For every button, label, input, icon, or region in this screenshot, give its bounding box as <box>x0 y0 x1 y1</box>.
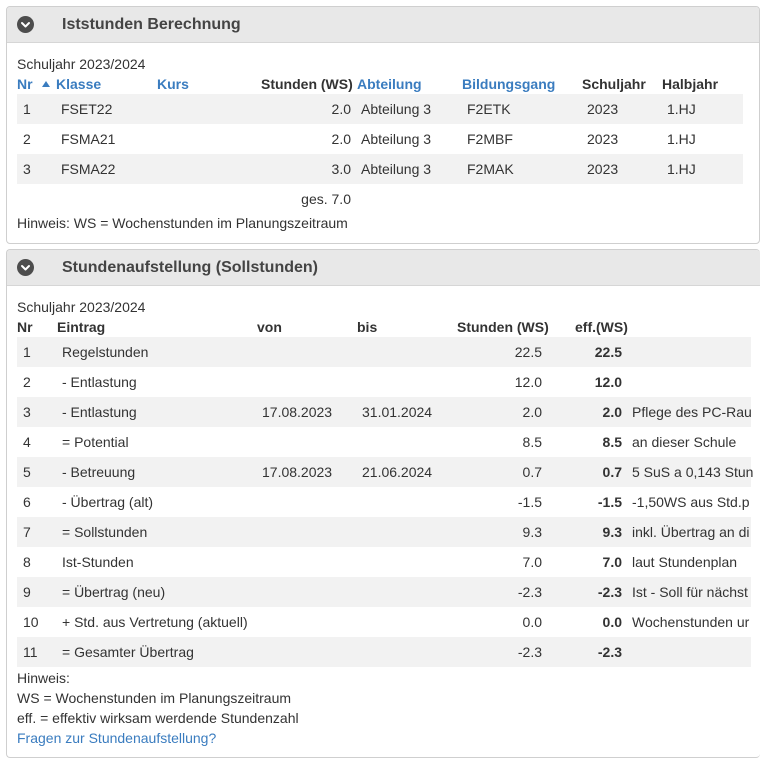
cell-schuljahr: 2023 <box>587 161 619 177</box>
iststunden-panel-header[interactable] <box>7 7 759 43</box>
cell-schuljahr: 2023 <box>587 131 619 147</box>
cell-halbjahr: 1.HJ <box>667 161 696 177</box>
cell-eintrag: - Entlastung <box>62 404 137 420</box>
cell-bildungsgang: F2MBF <box>467 131 513 147</box>
cell-nr: 5 <box>23 464 31 480</box>
schuljahr-label: Schuljahr 2023/2024 <box>17 299 146 315</box>
cell-note: -1,50WS aus Std.p <box>632 494 750 510</box>
cell-nr: 8 <box>23 554 31 570</box>
iststunden-panel <box>6 6 760 244</box>
nr-header: Nr <box>17 319 33 335</box>
cell-von: 17.08.2023 <box>262 404 333 420</box>
cell-note: an dieser Schule <box>632 434 737 450</box>
cell-stunden: 0.7 <box>522 464 542 480</box>
cell-eff: 0.7 <box>602 464 622 480</box>
cell-note: Wochenstunden ur <box>632 614 750 630</box>
cell-bildungsgang: F2ETK <box>467 101 511 117</box>
cell-nr: 2 <box>23 374 31 390</box>
cell-stunden: 22.5 <box>514 344 542 360</box>
cell-nr: 11 <box>23 644 38 660</box>
bis-header: bis <box>357 319 378 335</box>
cell-eff: 7.0 <box>602 554 622 570</box>
cell-abteilung: Abteilung 3 <box>361 161 432 177</box>
cell-eff: 9.3 <box>602 524 622 540</box>
cell-note: Ist - Soll für nächst <box>632 584 748 600</box>
hint-eff: eff. = effektiv wirksam werdende Stundenzahl <box>17 710 299 726</box>
cell-eintrag: = Übertrag (neu) <box>62 584 166 600</box>
cell-stunden: 7.0 <box>522 554 542 570</box>
cell-stunden: 2.0 <box>331 101 351 117</box>
cell-klasse: FSMA22 <box>61 161 116 177</box>
cell-stunden: -1.5 <box>517 494 542 510</box>
cell-note: 5 SuS a 0,143 Stun <box>632 464 754 480</box>
hint-ws: WS = Wochenstunden im Planungszeitraum <box>17 690 292 706</box>
cell-bildungsgang: F2MAK <box>467 161 514 177</box>
halbjahr-header: Halbjahr <box>662 76 719 92</box>
cell-stunden: -2.3 <box>517 584 542 600</box>
cell-nr: 1 <box>23 101 31 117</box>
cell-nr: 6 <box>23 494 31 510</box>
hint-text: Hinweis: WS = Wochenstunden im Planungszeitraum <box>17 215 348 231</box>
cell-eintrag: Regelstunden <box>62 344 149 360</box>
schuljahr-label: Schuljahr 2023/2024 <box>17 56 146 72</box>
cell-halbjahr: 1.HJ <box>667 101 696 117</box>
sort-abteilung-header[interactable]: Abteilung <box>357 76 422 92</box>
cell-von: 17.08.2023 <box>262 464 333 480</box>
cell-abteilung: Abteilung 3 <box>361 131 432 147</box>
cell-eff: 8.5 <box>602 434 622 450</box>
cell-eintrag: = Sollstunden <box>62 524 148 540</box>
stunden-header: Stunden (WS) <box>261 76 353 92</box>
cell-stunden: 12.0 <box>514 374 542 390</box>
cell-klasse: FSMA21 <box>61 131 116 147</box>
total-hours: ges. 7.0 <box>301 191 351 207</box>
cell-bis: 31.01.2024 <box>362 404 433 420</box>
sollstunden-panel <box>6 249 760 758</box>
cell-stunden: 2.0 <box>522 404 542 420</box>
cell-nr: 4 <box>23 434 31 450</box>
cell-eintrag: = Gesamter Übertrag <box>62 644 194 660</box>
cell-eff: -2.3 <box>597 584 622 600</box>
cell-eff: -2.3 <box>597 644 622 660</box>
questions-link[interactable]: Fragen zur Stundenaufstellung? <box>17 730 217 746</box>
von-header: von <box>257 319 282 335</box>
stunden-header: Stunden (WS) <box>457 319 549 335</box>
cell-nr: 9 <box>23 584 31 600</box>
cell-eff: 2.0 <box>602 404 622 420</box>
sort-nr-header[interactable]: Nr <box>17 76 33 92</box>
cell-note: inkl. Übertrag an di <box>632 524 750 540</box>
cell-nr: 3 <box>23 161 31 177</box>
cell-halbjahr: 1.HJ <box>667 131 696 147</box>
eff-header: eff.(WS) <box>575 319 628 335</box>
cell-nr: 7 <box>23 524 31 540</box>
cell-stunden: 8.5 <box>522 434 542 450</box>
panel-title: Stundenaufstellung (Sollstunden) <box>62 258 318 276</box>
sort-kurs-header[interactable]: Kurs <box>157 76 189 92</box>
cell-eintrag: Ist-Stunden <box>62 554 134 570</box>
cell-eff: -1.5 <box>597 494 622 510</box>
cell-eintrag: = Potential <box>62 434 129 450</box>
hint-heading: Hinweis: <box>17 670 70 686</box>
cell-abteilung: Abteilung 3 <box>361 101 432 117</box>
cell-eintrag: - Übertrag (alt) <box>62 494 154 510</box>
cell-nr: 3 <box>23 404 31 420</box>
cell-nr: 1 <box>23 344 31 360</box>
cell-eff: 12.0 <box>594 374 622 390</box>
cell-stunden: 9.3 <box>522 524 542 540</box>
cell-note: laut Stundenplan <box>632 554 738 570</box>
sollstunden-panel-header[interactable] <box>7 250 760 286</box>
cell-nr: 10 <box>23 614 39 630</box>
cell-bis: 21.06.2024 <box>362 464 433 480</box>
sort-klasse-header[interactable]: Klasse <box>42 76 101 92</box>
cell-eintrag: - Betreuung <box>62 464 136 480</box>
eintrag-header: Eintrag <box>57 319 106 335</box>
cell-eintrag: + Std. aus Vertretung (aktuell) <box>62 614 248 630</box>
chevron-down-icon[interactable] <box>17 259 34 276</box>
chevron-down-icon[interactable] <box>17 16 34 33</box>
schuljahr-header: Schuljahr <box>582 76 646 92</box>
cell-stunden: 3.0 <box>331 161 351 177</box>
cell-eff: 22.5 <box>594 344 622 360</box>
cell-nr: 2 <box>23 131 31 147</box>
cell-stunden: 0.0 <box>522 614 542 630</box>
panel-title: Iststunden Berechnung <box>62 15 241 33</box>
cell-stunden: 2.0 <box>331 131 351 147</box>
cell-schuljahr: 2023 <box>587 101 619 117</box>
cell-klasse: FSET22 <box>61 101 113 117</box>
cell-note: Pflege des PC-Rau <box>632 404 752 420</box>
cell-stunden: -2.3 <box>517 644 542 660</box>
sort-ascending-icon <box>42 81 50 87</box>
cell-eff: 0.0 <box>602 614 622 630</box>
cell-eintrag: - Entlastung <box>62 374 137 390</box>
sort-bildungsgang-header[interactable]: Bildungsgang <box>462 76 556 92</box>
